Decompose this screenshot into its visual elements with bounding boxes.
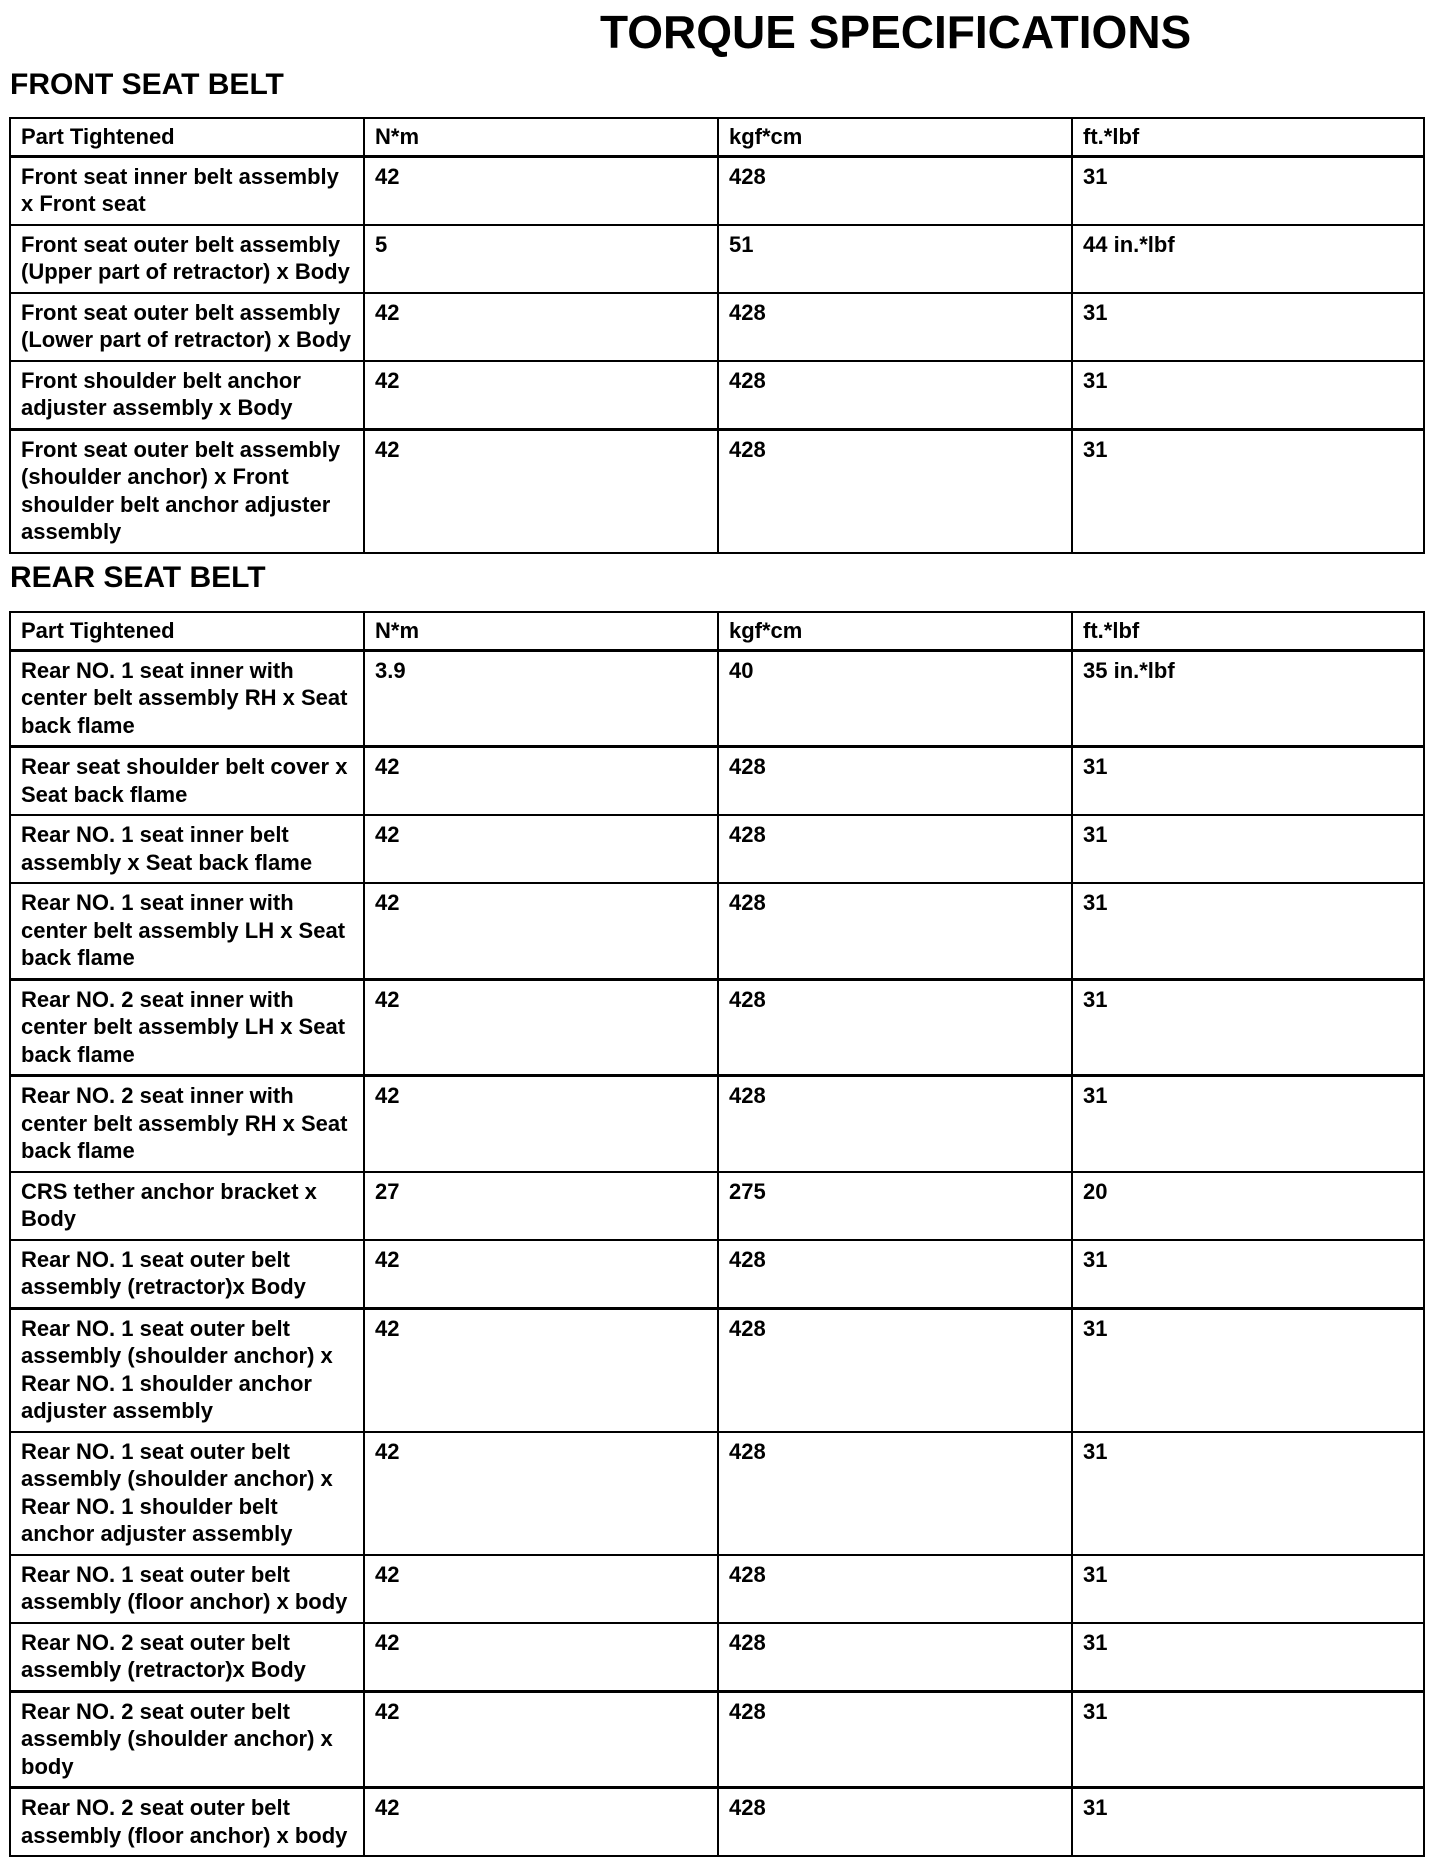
front-seat-belt-table	[9, 117, 1425, 554]
table-row	[10, 1788, 1424, 1857]
nm-cell: 42	[364, 1308, 718, 1432]
ftlbf-cell: 31	[1072, 979, 1424, 1076]
part-cell: Rear NO. 1 seat outer belt assembly (floor anchor) x body	[10, 1555, 364, 1623]
rear-seat-belt-heading: REAR SEAT BELT	[10, 561, 266, 594]
kgfcm-cell: 428	[718, 1623, 1072, 1692]
table-row	[10, 429, 1424, 553]
ftlbf-cell: 31	[1072, 429, 1424, 553]
table-row	[10, 156, 1424, 225]
kgfcm-cell: 428	[718, 979, 1072, 1076]
table-row	[10, 293, 1424, 361]
kgfcm-cell: 428	[718, 1308, 1072, 1432]
front-seat-belt-heading: FRONT SEAT BELT	[10, 68, 284, 101]
nm-cell: 42	[364, 1623, 718, 1692]
part-cell: Rear NO. 1 seat outer belt assembly (retractor)x Body	[10, 1240, 364, 1309]
nm-cell: 42	[364, 429, 718, 553]
nm-cell: 42	[364, 1432, 718, 1555]
column-header-ftlbf: ft.*lbf	[1072, 612, 1424, 650]
column-header-kgfcm: kgf*cm	[718, 118, 1072, 156]
ftlbf-cell: 31	[1072, 1555, 1424, 1623]
nm-cell: 42	[364, 979, 718, 1076]
kgfcm-cell: 428	[718, 1788, 1072, 1857]
nm-cell: 42	[364, 1240, 718, 1309]
table-row	[10, 225, 1424, 293]
ftlbf-cell: 31	[1072, 1788, 1424, 1857]
ftlbf-cell: 44 in.*lbf	[1072, 225, 1424, 293]
nm-cell: 42	[364, 747, 718, 816]
part-cell: Front seat outer belt assembly (shoulder anchor) x Front shoulder belt anchor adjuster assembly	[10, 429, 364, 553]
table-header-row	[10, 612, 1424, 650]
table-row	[10, 1240, 1424, 1309]
table-row	[10, 747, 1424, 816]
table-header-row	[10, 118, 1424, 156]
part-cell: Front shoulder belt anchor adjuster assembly x Body	[10, 361, 364, 430]
kgfcm-cell: 428	[718, 1076, 1072, 1172]
kgfcm-cell: 428	[718, 1240, 1072, 1309]
nm-cell: 42	[364, 1076, 718, 1172]
part-cell: Rear NO. 1 seat inner with center belt assembly RH x Seat back flame	[10, 650, 364, 747]
part-cell: Rear seat shoulder belt cover x Seat back flame	[10, 747, 364, 816]
kgfcm-cell: 40	[718, 650, 1072, 747]
column-header-kgfcm: kgf*cm	[718, 612, 1072, 650]
nm-cell: 42	[364, 883, 718, 979]
column-header-ftlbf: ft.*lbf	[1072, 118, 1424, 156]
kgfcm-cell: 428	[718, 883, 1072, 979]
kgfcm-cell: 428	[718, 815, 1072, 883]
nm-cell: 27	[364, 1172, 718, 1240]
column-header-part: Part Tightened	[10, 118, 364, 156]
ftlbf-cell: 31	[1072, 1691, 1424, 1788]
column-header-part: Part Tightened	[10, 612, 364, 650]
kgfcm-cell: 428	[718, 293, 1072, 361]
nm-cell: 42	[364, 156, 718, 225]
table-row	[10, 650, 1424, 747]
nm-cell: 42	[364, 361, 718, 430]
part-cell: Rear NO. 2 seat outer belt assembly (retractor)x Body	[10, 1623, 364, 1692]
column-header-nm: N*m	[364, 612, 718, 650]
ftlbf-cell: 31	[1072, 1240, 1424, 1309]
ftlbf-cell: 20	[1072, 1172, 1424, 1240]
part-cell: Rear NO. 1 seat inner with center belt assembly LH x Seat back flame	[10, 883, 364, 979]
table-row	[10, 1555, 1424, 1623]
kgfcm-cell: 428	[718, 361, 1072, 430]
ftlbf-cell: 31	[1072, 747, 1424, 816]
nm-cell: 42	[364, 1788, 718, 1857]
part-cell: Rear NO. 1 seat outer belt assembly (shoulder anchor) x Rear NO. 1 shoulder belt anchor adjuster assembly	[10, 1432, 364, 1555]
nm-cell: 42	[364, 1691, 718, 1788]
table-row	[10, 979, 1424, 1076]
part-cell: Rear NO. 2 seat inner with center belt assembly LH x Seat back flame	[10, 979, 364, 1076]
kgfcm-cell: 428	[718, 1432, 1072, 1555]
page-title: TORQUE SPECIFICATIONS	[600, 6, 1192, 58]
table-row	[10, 361, 1424, 430]
kgfcm-cell: 428	[718, 429, 1072, 553]
table-row	[10, 1691, 1424, 1788]
table-row	[10, 1623, 1424, 1692]
nm-cell: 42	[364, 293, 718, 361]
part-cell: Rear NO. 2 seat outer belt assembly (floor anchor) x body	[10, 1788, 364, 1857]
ftlbf-cell: 31	[1072, 883, 1424, 979]
nm-cell: 5	[364, 225, 718, 293]
nm-cell: 3.9	[364, 650, 718, 747]
kgfcm-cell: 428	[718, 747, 1072, 816]
column-header-nm: N*m	[364, 118, 718, 156]
part-cell: Rear NO. 1 seat outer belt assembly (shoulder anchor) x Rear NO. 1 shoulder anchor adjuster assembly	[10, 1308, 364, 1432]
nm-cell: 42	[364, 815, 718, 883]
table-row	[10, 1308, 1424, 1432]
ftlbf-cell: 31	[1072, 1076, 1424, 1172]
part-cell: Front seat outer belt assembly (Lower part of retractor) x Body	[10, 293, 364, 361]
ftlbf-cell: 35 in.*lbf	[1072, 650, 1424, 747]
kgfcm-cell: 51	[718, 225, 1072, 293]
part-cell: Rear NO. 2 seat outer belt assembly (shoulder anchor) x body	[10, 1691, 364, 1788]
part-cell: Front seat outer belt assembly (Upper part of retractor) x Body	[10, 225, 364, 293]
table-row	[10, 815, 1424, 883]
part-cell: CRS tether anchor bracket x Body	[10, 1172, 364, 1240]
ftlbf-cell: 31	[1072, 361, 1424, 430]
ftlbf-cell: 31	[1072, 156, 1424, 225]
kgfcm-cell: 428	[718, 1691, 1072, 1788]
table-row	[10, 1432, 1424, 1555]
part-cell: Rear NO. 2 seat inner with center belt assembly RH x Seat back flame	[10, 1076, 364, 1172]
nm-cell: 42	[364, 1555, 718, 1623]
ftlbf-cell: 31	[1072, 1432, 1424, 1555]
ftlbf-cell: 31	[1072, 1623, 1424, 1692]
table-row	[10, 1076, 1424, 1172]
ftlbf-cell: 31	[1072, 293, 1424, 361]
kgfcm-cell: 428	[718, 1555, 1072, 1623]
part-cell: Front seat inner belt assembly x Front seat	[10, 156, 364, 225]
kgfcm-cell: 428	[718, 156, 1072, 225]
kgfcm-cell: 275	[718, 1172, 1072, 1240]
table-row	[10, 883, 1424, 979]
table-row	[10, 1172, 1424, 1240]
ftlbf-cell: 31	[1072, 815, 1424, 883]
ftlbf-cell: 31	[1072, 1308, 1424, 1432]
part-cell: Rear NO. 1 seat inner belt assembly x Seat back flame	[10, 815, 364, 883]
rear-seat-belt-table	[9, 611, 1425, 1857]
